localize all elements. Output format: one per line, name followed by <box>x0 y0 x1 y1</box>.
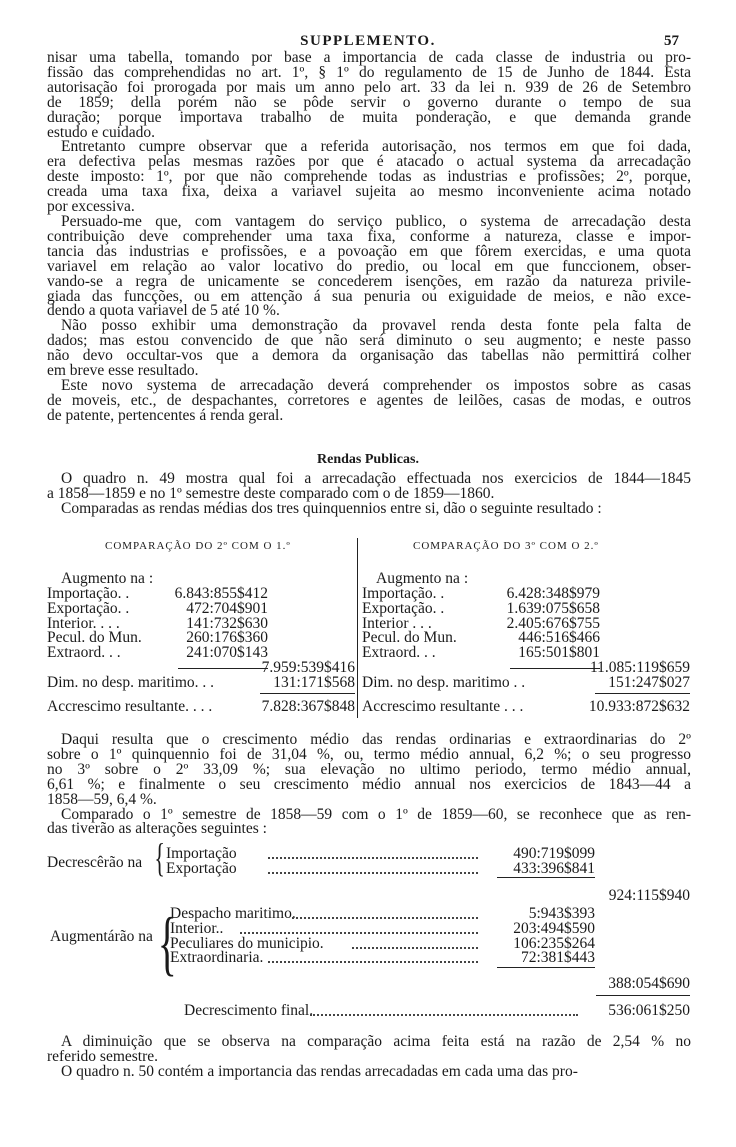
sum-rule <box>497 967 595 968</box>
paragraph <box>47 212 691 320</box>
dot-leader <box>292 917 478 919</box>
augment-intro: Augmento na : <box>61 570 154 587</box>
row-label: Interior. . . . <box>47 614 120 632</box>
text-line: estudo e cuidado. <box>47 123 156 141</box>
sum-rule <box>497 877 595 878</box>
page-header-title: SUPPLEMENTO. <box>300 33 436 49</box>
augment-intro: Augmento na : <box>376 570 469 587</box>
paragraph <box>47 1062 691 1080</box>
final-value: 536:061$250 <box>608 1002 690 1019</box>
increase-item-value: 106:235$264 <box>513 934 595 952</box>
row-label: Pecul. do Mun. <box>362 629 457 647</box>
row-value: 6.843:855$412 <box>174 585 268 602</box>
text-line: 1858—59, 6,4 %. <box>47 790 157 808</box>
result-label: Accrescimo resultante. . . . <box>47 698 213 715</box>
row-value: 165:501$801 <box>518 644 600 662</box>
row-value: 260:176$360 <box>186 629 268 647</box>
text-line: O quadro n. 50 contém a importancia das rendas arrecadadas em cada uma das pro- <box>61 1062 578 1080</box>
body-text-end <box>47 1035 691 1080</box>
text-line: deste imposto: 1º, por que não comprehende todas as industrias e profissões; 2º, porque, <box>47 168 691 186</box>
text-line: variavel em relação ao valor locativo do predio, ou local em que funccionem, obser- <box>47 257 691 275</box>
row-label: Importação. . <box>362 585 445 602</box>
text-line: era defectiva pelas mesmas razões por que é atacado o actual systema da arrecadação <box>47 153 691 171</box>
deduction-value: 151:247$027 <box>608 674 690 691</box>
increase-item-label: Peculiares do municipio. <box>170 934 324 952</box>
increase-label: Augmentárão na <box>50 928 153 945</box>
sum-rule <box>596 995 690 996</box>
text-line: não devo occultar-vos que a demora da organisação das tabellas não permittirá colher <box>47 347 691 365</box>
text-line: de moveis, etc., de despachantes, corretores e agentes de leilões, casas de modas, e outros <box>47 391 691 409</box>
row-value: 446:516$466 <box>518 629 600 647</box>
result-value: 7.828:367$848 <box>261 698 355 715</box>
text-line: creada uma taxa fixa, deixa a variavel sujeita ao mesmo inconveniente acima notado <box>47 183 691 201</box>
text-line: no 3º sobre o 2º 33,09 %; sua elevação no ultimo periodo, termo médio annual, <box>47 760 691 778</box>
text-line: Não posso exhibir uma demonstração da provavel renda desta fonte pela falta de <box>61 317 691 335</box>
sum-rule <box>178 668 268 669</box>
paragraph <box>47 51 691 140</box>
text-line: em breve esse resultado. <box>47 362 199 380</box>
text-line: 6,61 %; e finalmente o seu crescimento médio annual nos exercicios de 1843—44 a <box>47 775 691 793</box>
brace-icon: { <box>154 835 165 880</box>
text-line: autorisação foi prorogada por mais um anno pelo art. 33 da lei n. 939 de 26 de Setembro <box>47 78 691 96</box>
text-line: nisar uma tabella, tomando por base a importancia de cada classe de industria ou pro- <box>47 49 691 66</box>
text-line: O quadro n. 49 mostra qual foi a arrecadação effectuada nos exercicios de 1844—1845 <box>61 470 691 487</box>
row-value: 141:732$630 <box>186 614 268 632</box>
result-rule <box>595 693 690 694</box>
row-label: Exportação. . <box>47 599 130 617</box>
increase-item-label: Despacho maritimo. <box>170 905 296 922</box>
text-line: A diminuição que se observa na comparação acima feita está na razão de 2,54 % no <box>61 1033 691 1050</box>
final-label: Decrescimento final. <box>184 1002 314 1019</box>
dot-leader <box>268 961 478 963</box>
text-line: por excessiva. <box>47 198 135 216</box>
row-label: Pecul. do Mun. <box>47 629 142 647</box>
comparison-heading: COMPARAÇÃO DO 3º COM O 2.º <box>413 540 599 552</box>
text-line: dendo a quota variavel de 5 até 10 %. <box>47 302 280 320</box>
text-line: Persuado-me que, com vantagem do serviço publico, o systema de arrecadação desta <box>61 212 691 230</box>
paragraph <box>47 805 691 838</box>
text-line: Este novo systema de arrecadação deverá comprehender os impostos sobre as casas <box>61 376 691 394</box>
dot-leader <box>240 932 478 934</box>
text-line: Entretanto cumpre observar que a referida autorisação, nos termos em que foi dada, <box>61 138 691 156</box>
dot-leader <box>268 857 478 859</box>
increase-item-value: 72:381$443 <box>520 949 595 967</box>
increase-item-label: Extraordinaria. <box>170 949 264 967</box>
body-text-top <box>47 51 691 424</box>
paragraph <box>47 319 691 379</box>
brace-icon: { <box>157 903 177 983</box>
row-value: 472:704$901 <box>186 599 268 617</box>
deduction-label: Dim. no desp. maritimo . . <box>362 674 526 691</box>
text-line: Comparado o 1º semestre de 1858—59 com o 1º de 1859—60, se reconhece que as ren- <box>61 805 691 823</box>
row-label: Importação. . <box>47 585 130 602</box>
sum-rule <box>510 668 600 669</box>
dot-leader <box>310 1014 578 1016</box>
increase-total: 388:054$690 <box>608 975 690 992</box>
text-line: sobre o 1º quinquennio foi de 31,04 %, ou, termo médio annual, 6,2 %; o seu progresso <box>47 745 691 763</box>
text-line: a 1858—1859 e no 1º semestre deste comparado com o de 1859—1860. <box>47 484 495 502</box>
decrease-label: Decrescêrão na <box>47 854 143 871</box>
text-line: dados; mas estou convencido de que não será diminuto o seu augmento; e neste passo <box>47 332 691 350</box>
decrease-item-value: 433:396$841 <box>513 859 595 877</box>
decrease-item-label: Importação <box>166 845 237 862</box>
paragraph <box>47 733 691 808</box>
result-label: Accrescimo resultante . . . <box>362 698 524 715</box>
subtotal-value: 11.085:119$659 <box>589 659 690 676</box>
text-line: duração; porque importava trabalho de muita ponderação, e que demanda grande <box>47 108 691 126</box>
row-value: 1.639:075$658 <box>506 599 600 617</box>
text-line: vando-se a regra de unicamente se concederem isenções, em razão da natureza privile- <box>47 272 691 290</box>
row-value: 2.405:676$755 <box>506 614 600 632</box>
decrease-item-label: Exportação <box>166 859 237 877</box>
increase-item-label: Interior.. <box>170 919 224 937</box>
deduction-value: 131:171$568 <box>273 674 355 691</box>
body-text-analysis <box>47 733 691 837</box>
text-line: das tiverão as alterações seguintes : <box>47 820 267 838</box>
text-line: contribuição deve comprehender uma taxa fixa, conforme a natureza, classe e impor- <box>47 227 691 245</box>
text-line: de patente, pertencentes á renda geral. <box>47 406 284 424</box>
row-value: 241:070$143 <box>186 644 268 662</box>
paragraph <box>47 499 691 517</box>
dot-leader <box>268 872 478 874</box>
paragraph <box>47 140 691 215</box>
column-divider <box>357 538 358 718</box>
text-line: tancia das industrias e profissões, e a povoação em que fôrem exercidas, e uma quota <box>47 242 691 260</box>
paragraph <box>47 1035 691 1065</box>
text-line: Comparadas as rendas médias dos tres quinquennios entre si, dão o seguinte resultado : <box>61 499 602 517</box>
decrease-item-value: 490:719$099 <box>513 845 595 862</box>
increase-item-value: 5:943$393 <box>528 905 595 922</box>
page-number: 57 <box>664 33 679 49</box>
row-label: Exportação. . <box>362 599 445 617</box>
row-label: Interior . . . <box>362 614 432 632</box>
text-line: referido semestre. <box>47 1047 159 1065</box>
increase-item-value: 203:494$590 <box>513 919 595 937</box>
subtotal-value: 7.959:539$416 <box>261 659 355 676</box>
paragraph <box>47 376 691 424</box>
row-value: 6.428:348$979 <box>506 585 600 602</box>
text-line: de 1859; della porém não se pôde servir o governo durante o tempo de sua <box>47 93 691 111</box>
result-value: 10.933:872$632 <box>588 698 690 715</box>
body-text-intro <box>47 472 691 517</box>
dot-leader <box>352 947 478 949</box>
section-heading: Rendas Publicas. <box>317 452 419 467</box>
decrease-total: 924:115$940 <box>608 887 690 904</box>
deduction-label: Dim. no desp. maritimo. . . <box>47 674 215 691</box>
result-rule <box>260 693 355 694</box>
row-label: Extraord. . . <box>362 644 436 662</box>
text-line: Daqui resulta que o crescimento médio das rendas ordinarias e extraordinarias do 2º <box>61 731 691 748</box>
row-label: Extraord. . . <box>47 644 121 662</box>
text-line: fissão das comprehendidas no art. 1º, § 1º do regulamento de 15 de Junho de 1844. Esta <box>47 63 691 81</box>
paragraph <box>47 472 691 502</box>
comparison-heading: COMPARAÇÃO DO 2º COM O 1.º <box>105 540 291 552</box>
text-line: giada das funcções, ou em attenção á sua penuria ou exiguidade de meios, e não exce- <box>47 287 691 305</box>
